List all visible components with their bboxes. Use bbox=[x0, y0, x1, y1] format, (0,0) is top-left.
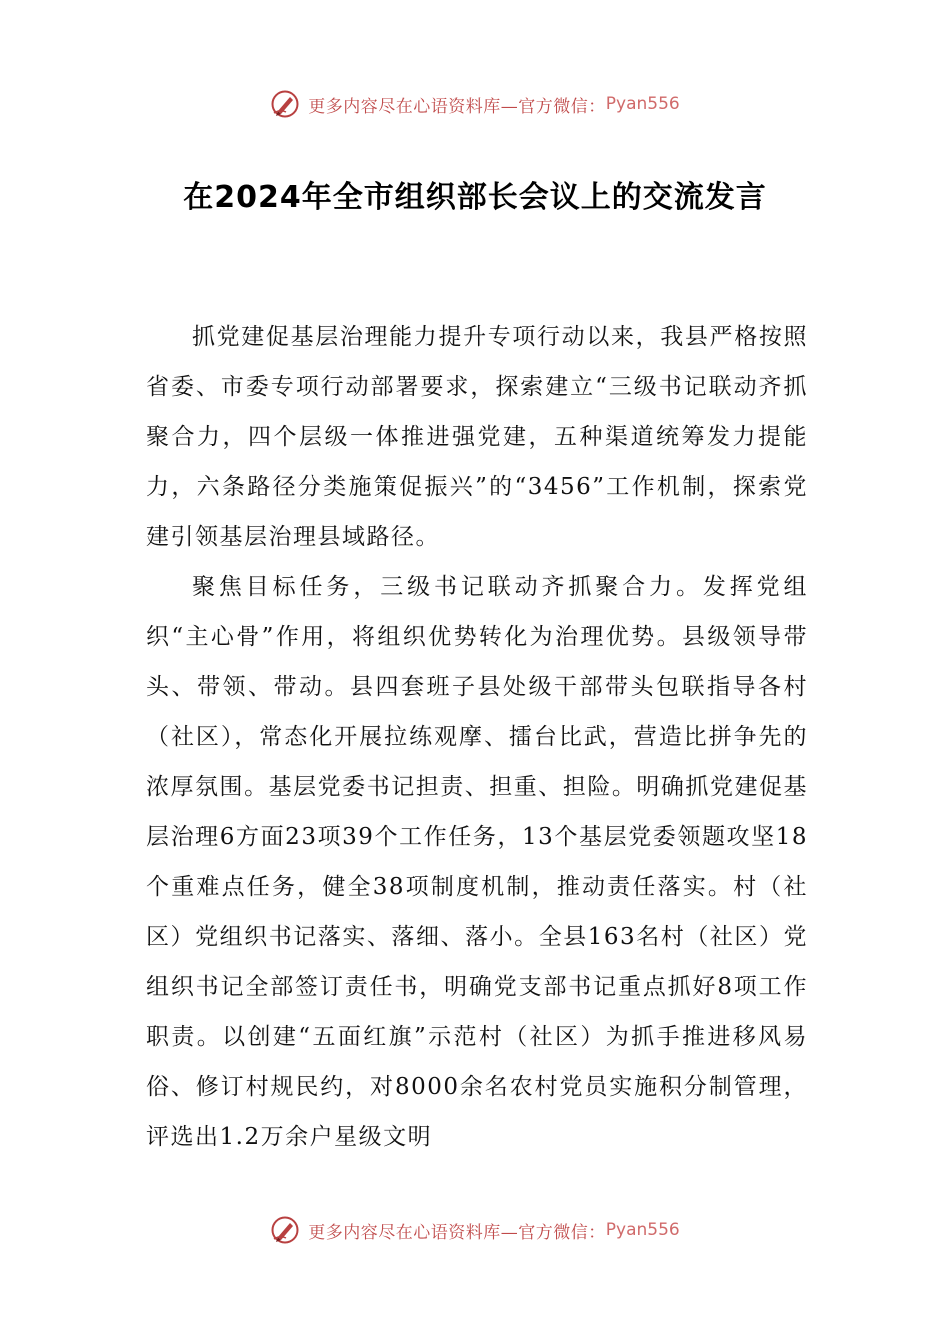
paragraph-2: 聚焦目标任务，三级书记联动齐抓聚合力。发挥党组织“主心骨”作用，将组织优势转化为治理优势。县级领导带头、带领、带动。县四套班子县处级干部带头包联指导各村（社区），常态化开展拉练观摩、擂台比武，营造比拼争先的浓厚氛围。基层党委书记担责、担重、担险。明确抓党建促基层治理6方面23项39个工作任务，13个基层党委领题攻坚18个重难点任务，健全38项制度机制，推动责任落实。村（社区）党组织书记落实、落细、落小。全县163名村（社区）党组织书记全部签订责任书，明确党支部书记重点抓好8项工作职责。以创建“五面红旗”示范村（社区）为抓手推进移风易俗、修订村规民约，对8000余名农村党员实施积分制管理，评选出1.2万余户星级文明 bbox=[146, 574, 808, 1150]
footer-banner-text: 更多内容尽在心语资料库—官方微信： bbox=[308, 1222, 606, 1243]
paragraph-1: 抓党建促基层治理能力提升专项行动以来，我县严格按照省委、市委专项行动部署要求，探索建立“三级书记联动齐抓聚合力，四个层级一体推进强党建，五种渠道统筹发力提能力，六条路径分类施策促振兴”的“3456”工作机制，探索党建引领基层治理县域路径。 bbox=[146, 324, 808, 550]
header-wechat-id: Pyan556 bbox=[605, 94, 680, 114]
pen-logo-icon bbox=[270, 89, 300, 119]
footer-banner bbox=[0, 1210, 950, 1250]
pen-logo-icon bbox=[270, 1215, 300, 1245]
document-body bbox=[146, 312, 808, 1162]
header-banner-text: 更多内容尽在心语资料库—官方微信： bbox=[308, 96, 606, 117]
document-title: 在2024年全市组织部长会议上的交流发言 bbox=[183, 180, 767, 215]
header-banner bbox=[0, 84, 950, 124]
footer-wechat-id: Pyan556 bbox=[605, 1220, 680, 1240]
